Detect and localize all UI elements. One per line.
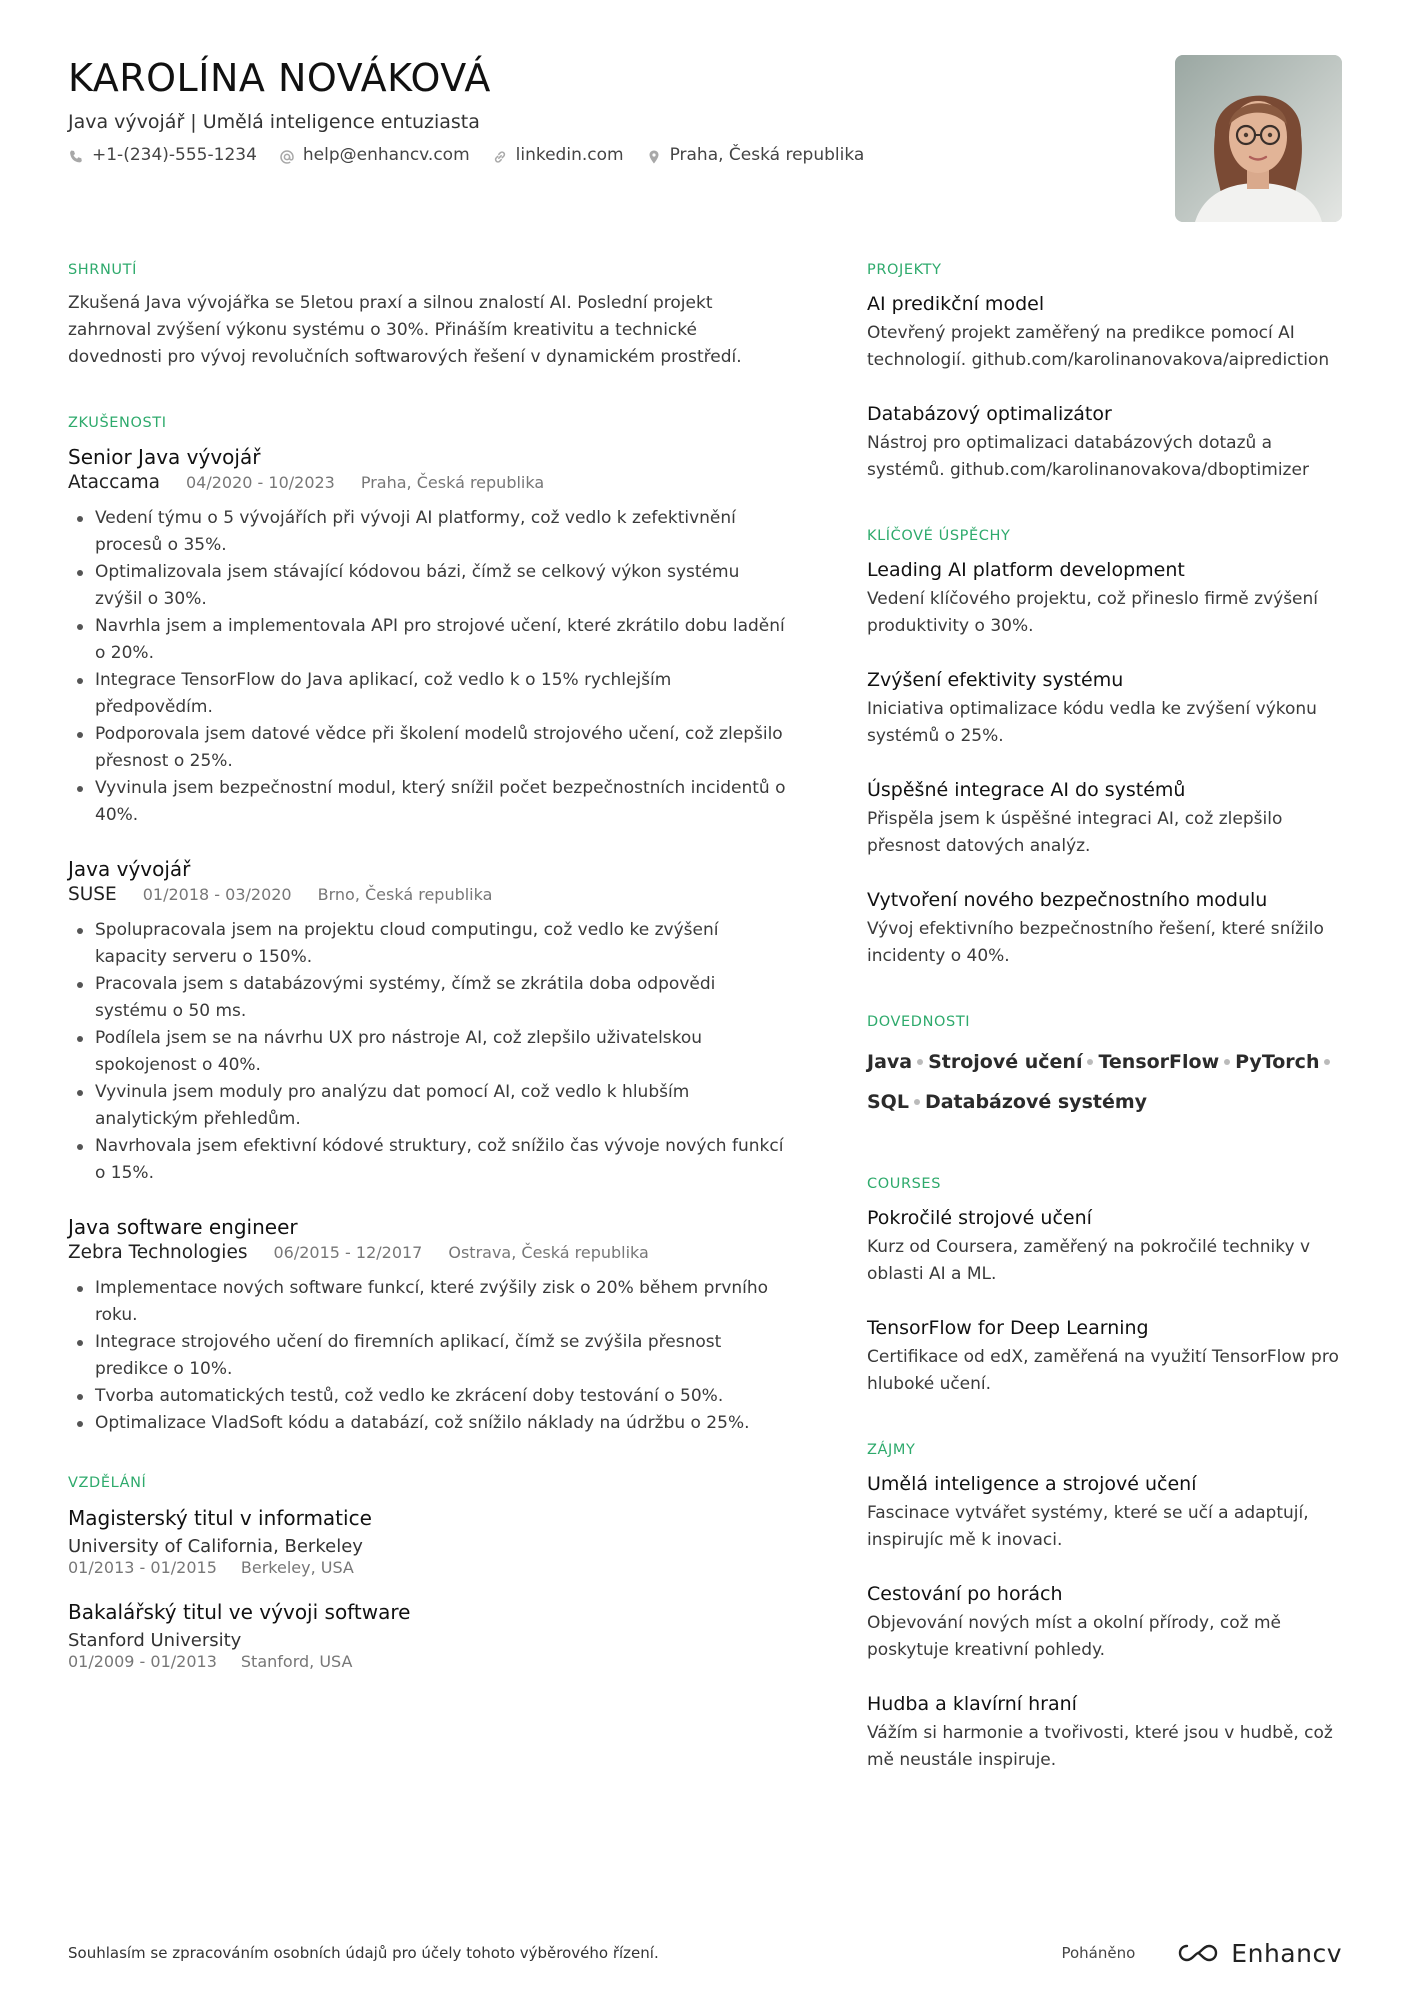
- contact-list: [68, 142, 1342, 168]
- achievements-section: [867, 524, 1342, 970]
- skill-separator: [1224, 1059, 1230, 1065]
- interest-title: Cestování po horách: [867, 1583, 1063, 1605]
- skill-tag: Databázové systémy: [924, 1091, 1148, 1113]
- candidate-headline: Java vývojář | Umělá inteligence entuziasta: [68, 111, 480, 133]
- bullet-item: Vedení týmu o 5 vývojářích při vývoji AI platformy, což vedlo k zefektivnění procesů o 35%.: [68, 505, 792, 559]
- enhancv-logo-text: Enhancv: [1231, 1938, 1342, 1968]
- education-school: University of California, Berkeley: [68, 1536, 363, 1557]
- powered-by: [1061, 1939, 1342, 1968]
- skill-separator: [1087, 1059, 1093, 1065]
- job-location: Praha, Česká republika: [360, 473, 545, 492]
- education-dates: 01/2013 - 01/2015: [68, 1558, 217, 1577]
- contact-phone-text: +1-(234)-555-1234: [92, 145, 257, 165]
- link-icon: [492, 147, 508, 163]
- achievements-heading: KLÍČOVÉ ÚSPĚCHY: [867, 528, 1011, 544]
- job-meta: [68, 471, 792, 495]
- achievement-entry: [867, 556, 1342, 640]
- candidate-name: KAROLÍNA NOVÁKOVÁ: [68, 56, 491, 100]
- consent-text: Souhlasím se zpracováním osobních údajů pro účely tohoto výběrového řízení.: [68, 1944, 659, 1962]
- bullet-item: Optimalizace VladSoft kódu a databází, což snížilo náklady na údržbu o 25%.: [68, 1410, 792, 1437]
- bullet-item: Spolupracovala jsem na projektu cloud computingu, což vedlo ke zvýšení kapacity serveru o 150%.: [68, 917, 792, 971]
- interest-entry: [867, 1580, 1342, 1664]
- bullet-item: Vyvinula jsem moduly pro analýzu dat pomocí AI, což vedlo k hlubším analytickým přehledům.: [68, 1079, 792, 1133]
- achievement-description: Vedení klíčového projektu, což přineslo firmě zvýšení produktivity o 30%.: [867, 589, 1319, 636]
- job-meta: [68, 1241, 792, 1265]
- job-dates: 01/2018 - 03/2020: [142, 885, 292, 904]
- experience-section: [68, 411, 792, 1437]
- projects-heading: PROJEKTY: [867, 262, 942, 278]
- interest-description: Fascinace vytvářet systémy, které se učí a adaptují, inspirujíc mě k inovaci.: [867, 1503, 1309, 1550]
- education-degree: Magisterský titul v informatice: [68, 1506, 372, 1530]
- course-description: Kurz od Coursera, zaměřený na pokročilé techniky v oblasti AI a ML.: [867, 1237, 1311, 1284]
- job-bullets: [68, 505, 792, 829]
- education-school: Stanford University: [68, 1630, 242, 1651]
- job-bullets: [68, 917, 792, 1187]
- skills-list: [867, 1042, 1342, 1122]
- job-entry: [68, 443, 792, 829]
- contact-phone: [68, 142, 257, 168]
- skills-section: [867, 1010, 1342, 1122]
- interests-section: [867, 1438, 1342, 1774]
- bullet-item: Integrace TensorFlow do Java aplikací, což vedlo k o 15% rychlejším předpovědím.: [68, 667, 792, 721]
- achievement-title: Vytvoření nového bezpečnostního modulu: [867, 889, 1268, 911]
- bullet-item: Implementace nových software funkcí, které zvýšily zisk o 20% během prvního roku.: [68, 1275, 792, 1329]
- education-heading: VZDĚLÁNÍ: [68, 1475, 147, 1491]
- summary-heading: SHRNUTÍ: [68, 262, 137, 278]
- enhancv-logo-icon: [1175, 1941, 1221, 1965]
- profile-photo: [1175, 55, 1342, 222]
- education-dates: 01/2009 - 01/2013: [68, 1652, 217, 1671]
- job-title: Java software engineer: [68, 1215, 298, 1239]
- job-entry: [68, 855, 792, 1187]
- course-entry: [867, 1314, 1342, 1398]
- job-title: Java vývojář: [68, 857, 191, 881]
- interest-title: Hudba a klavírní hraní: [867, 1693, 1077, 1715]
- skill-tag: SQL: [867, 1082, 925, 1122]
- education-location: Stanford, USA: [240, 1652, 353, 1671]
- achievement-entry: [867, 886, 1342, 970]
- contact-location: [646, 142, 865, 168]
- job-company: Ataccama: [68, 472, 160, 493]
- job-company: SUSE: [68, 884, 117, 905]
- job-meta: [68, 883, 792, 907]
- bullet-item: Navrhla jsem a implementovala API pro strojové učení, které zkrátilo dobu ladění o 20%.: [68, 613, 792, 667]
- interest-entry: [867, 1690, 1342, 1774]
- education-meta: [68, 1559, 792, 1577]
- summary-section: [68, 258, 792, 371]
- project-title: Databázový optimalizátor: [867, 403, 1112, 425]
- achievement-title: Úspěšné integrace AI do systémů: [867, 779, 1186, 801]
- experience-heading: ZKUŠENOSTI: [68, 415, 167, 431]
- skill-tag: TensorFlow: [1098, 1042, 1235, 1082]
- bullet-item: Vyvinula jsem bezpečnostní modul, který snížil počet bezpečnostních incidentů o 40%.: [68, 775, 792, 829]
- skills-heading: DOVEDNOSTI: [867, 1014, 971, 1030]
- contact-linkedin[interactable]: [492, 142, 624, 168]
- achievement-description: Iniciativa optimalizace kódu vedla ke zvýšení výkonu systémů o 25%.: [867, 699, 1317, 746]
- project-entry: [867, 290, 1342, 374]
- achievement-description: Přispěla jsem k úspěšné integraci AI, což zlepšilo přesnost datových analýz.: [867, 809, 1283, 856]
- page-footer: [68, 1938, 1342, 1968]
- right-column: [867, 258, 1342, 1814]
- project-description: Nástroj pro optimalizaci databázových dotazů a systémů. github.com/karolinanovakova/dboptimizer: [867, 433, 1309, 480]
- job-entry: [68, 1213, 792, 1437]
- bullet-item: Podílela jsem se na návrhu UX pro nástroje AI, což zlepšilo uživatelskou spokojenost o 40%.: [68, 1025, 792, 1079]
- phone-icon: [68, 147, 84, 163]
- job-bullets: [68, 1275, 792, 1437]
- job-title: Senior Java vývojář: [68, 445, 261, 469]
- contact-email[interactable]: [279, 142, 470, 168]
- contact-location-text: Praha, Česká republika: [669, 145, 865, 165]
- bullet-item: Optimalizovala jsem stávající kódovou bázi, čímž se celkový výkon systému zvýšil o 30%.: [68, 559, 792, 613]
- skill-separator: [917, 1059, 923, 1065]
- education-location: Berkeley, USA: [240, 1558, 354, 1577]
- bullet-item: Pracovala jsem s databázovými systémy, čímž se zkrátila doba odpovědi systému o 50 ms.: [68, 971, 792, 1025]
- job-location: Brno, Česká republika: [317, 885, 493, 904]
- course-title: TensorFlow for Deep Learning: [867, 1317, 1149, 1339]
- education-entry: [68, 1503, 792, 1577]
- interest-description: Vážím si harmonie a tvořivosti, které jsou v hudbě, což mě neustále inspiruje.: [867, 1723, 1333, 1770]
- interests-heading: ZÁJMY: [867, 1442, 916, 1458]
- achievement-title: Zvýšení efektivity systému: [867, 669, 1124, 691]
- powered-by-label: Poháněno: [1061, 1944, 1136, 1962]
- skill-separator: [914, 1099, 920, 1105]
- course-title: Pokročilé strojové učení: [867, 1207, 1092, 1229]
- interest-description: Objevování nových míst a okolní přírody, což mě poskytuje kreativní pohledy.: [867, 1613, 1281, 1660]
- job-location: Ostrava, Česká republika: [448, 1243, 649, 1262]
- education-degree: Bakalářský titul ve vývoji software: [68, 1600, 411, 1624]
- bullet-item: Integrace strojového učení do firemních aplikací, čímž se zvýšila přesnost predikce o 10%.: [68, 1329, 792, 1383]
- skill-tag: Strojové učení: [928, 1042, 1098, 1082]
- contact-linkedin-text[interactable]: linkedin.com: [515, 145, 624, 165]
- bullet-item: Podporovala jsem datové vědce při školení modelů strojového učení, což zlepšilo přesnost o 25%.: [68, 721, 792, 775]
- location-pin-icon: [646, 147, 662, 163]
- contact-email-text[interactable]: help@enhancv.com: [302, 145, 470, 165]
- enhancv-logo[interactable]: [1175, 1939, 1342, 1968]
- job-dates: 04/2020 - 10/2023: [185, 473, 335, 492]
- job-dates: 06/2015 - 12/2017: [273, 1243, 423, 1262]
- skill-separator: [1324, 1059, 1330, 1065]
- achievement-entry: [867, 776, 1342, 860]
- skill-tag: Java: [867, 1042, 928, 1082]
- projects-section: [867, 258, 1342, 484]
- courses-heading: COURSES: [867, 1176, 941, 1192]
- achievement-entry: [867, 666, 1342, 750]
- at-icon: [279, 147, 295, 163]
- education-meta: [68, 1653, 792, 1671]
- course-description: Certifikace od edX, zaměřená na využití TensorFlow pro hluboké učení.: [867, 1347, 1339, 1394]
- course-entry: [867, 1204, 1342, 1288]
- project-title: AI predikční model: [867, 293, 1045, 315]
- skill-tag: PyTorch: [1235, 1042, 1335, 1082]
- summary-text: Zkušená Java vývojářka se 5letou praxí a silnou znalostí AI. Poslední projekt zahrnoval zvýšení výkonu systému o 30%. Přináším kreativitu a technické dovednosti pro vývoj revolučních softwarových řešení v dynamickém prostředí.: [68, 293, 742, 367]
- bullet-item: Navrhovala jsem efektivní kódové struktury, což snížilo čas vývoje nových funkcí o 15%.: [68, 1133, 792, 1187]
- achievement-description: Vývoj efektivního bezpečnostního řešení, které snížilo incidenty o 40%.: [867, 919, 1324, 966]
- achievement-title: Leading AI platform development: [867, 559, 1185, 581]
- interest-entry: [867, 1470, 1342, 1554]
- project-description: Otevřený projekt zaměřený na predikce pomocí AI technologií. github.com/karolinanovakova/aiprediction: [867, 323, 1330, 370]
- courses-section: [867, 1172, 1342, 1398]
- project-entry: [867, 400, 1342, 484]
- education-entry: [68, 1597, 792, 1671]
- education-section: [68, 1471, 792, 1671]
- resume-header: [68, 52, 1342, 232]
- left-column: [68, 258, 792, 1711]
- job-company: Zebra Technologies: [68, 1242, 248, 1263]
- bullet-item: Tvorba automatických testů, což vedlo ke zkrácení doby testování o 50%.: [68, 1383, 792, 1410]
- interest-title: Umělá inteligence a strojové učení: [867, 1473, 1197, 1495]
